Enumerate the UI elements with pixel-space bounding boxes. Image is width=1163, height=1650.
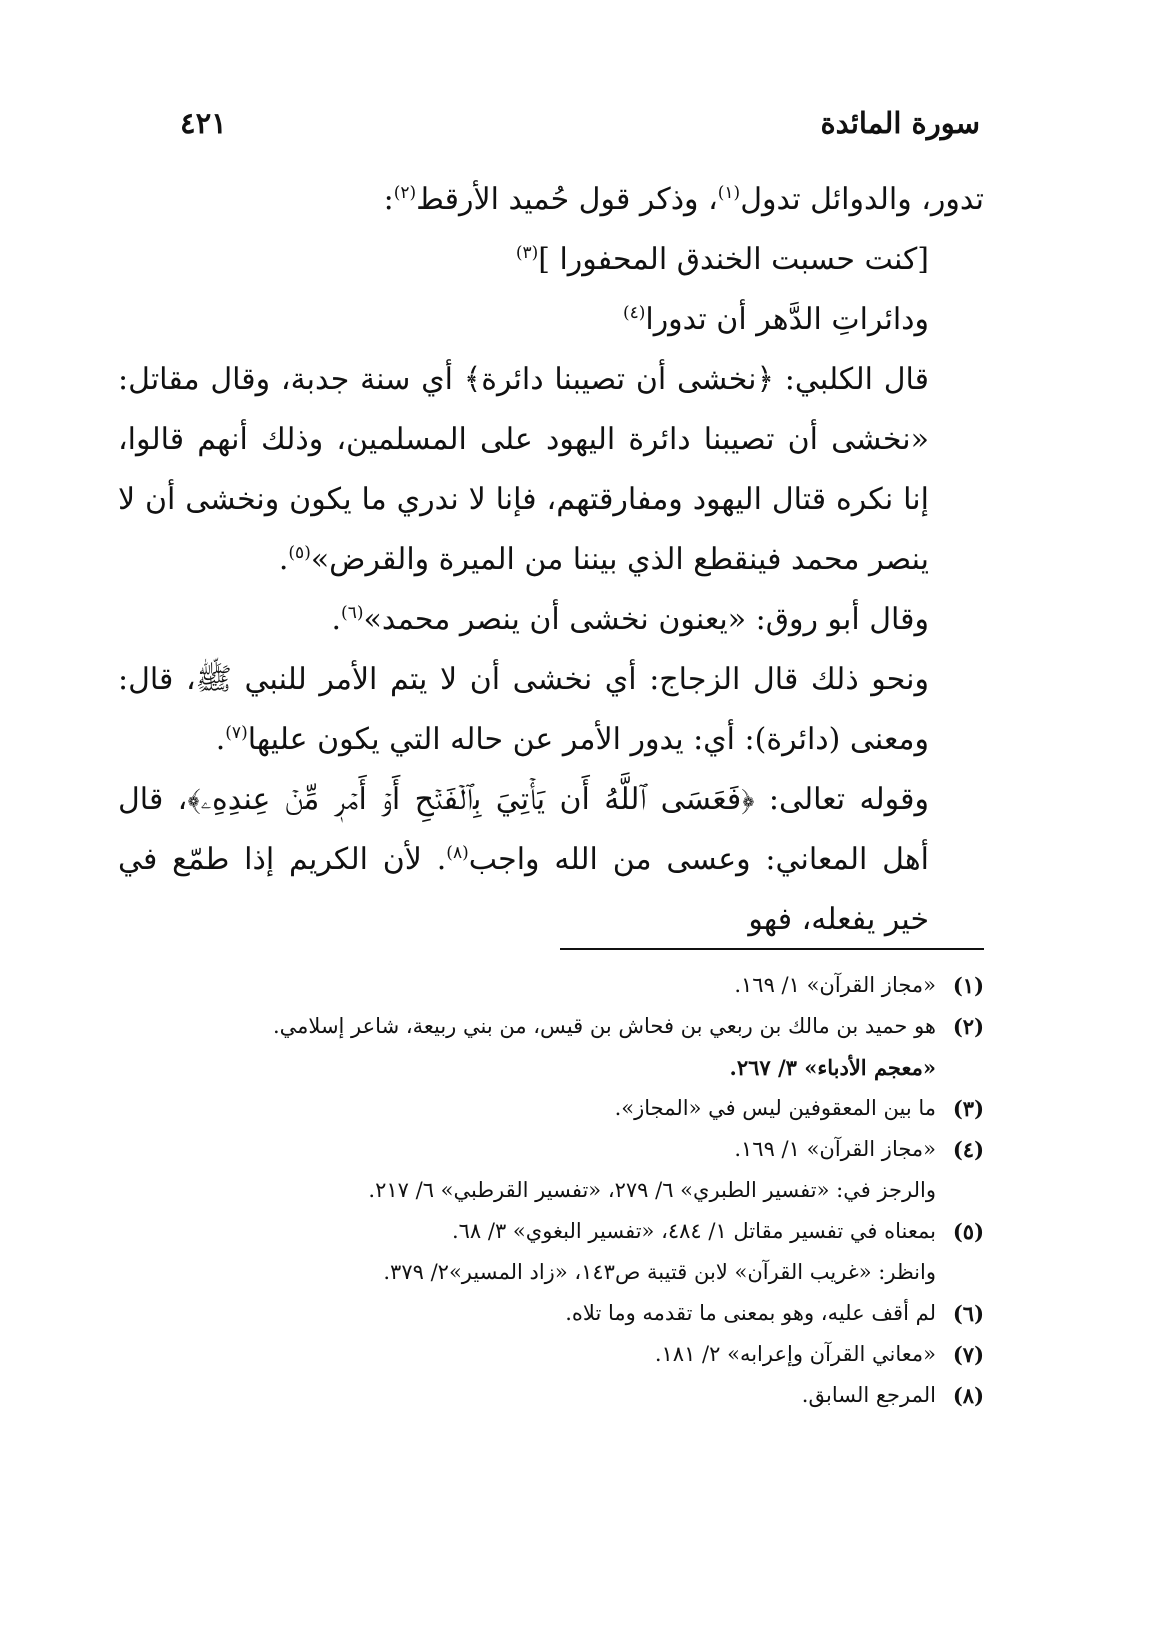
verse-text: ودائراتِ الدَّهر أن تدورا [645, 302, 929, 337]
paragraph-text: وقال أبو روق: «يعنون نخشى أن ينصر محمد» [363, 602, 929, 637]
footnote-number: (١) [952, 973, 984, 998]
footnote-7 [110, 1334, 984, 1375]
footnote-ref-1[interactable]: (١) [717, 183, 741, 203]
paragraph-kalbi [118, 350, 984, 590]
footnote-ref-6[interactable]: (٦) [341, 603, 364, 623]
verse-text: [كنت حسبت الخندق المحفورا ] [538, 242, 929, 277]
footnote-2-continuation: «معجم الأدباء» ٣/ ٢٦٧. [729, 1055, 936, 1080]
footnote-6 [110, 1293, 984, 1334]
footnote-text: بمعناه في تفسير مقاتل ١/ ٤٨٤، «تفسير البغوي» ٣/ ٦٨. [451, 1219, 936, 1243]
text-segment: . [278, 542, 289, 577]
footnote-ref-4[interactable]: (٤) [622, 303, 646, 323]
footnote-4 [110, 1129, 984, 1170]
footnote-5 [110, 1211, 984, 1252]
footnote-number: (٢) [952, 1014, 984, 1039]
text-segment: ، وذكر قول حُميد الأرقط [416, 182, 718, 217]
paragraph-text: ونحو ذلك قال الزجاج: أي نخشى أن لا يتم الأمر للنبي ﷺ، قال: ومعنى (دائرة): أي: يدور الأمر عن حاله التي يكون عليها [118, 662, 929, 757]
footnote-number: (٨) [952, 1383, 984, 1408]
footnote-divider [560, 948, 984, 950]
footnote-text: هو حميد بن مالك بن ربعي بن فحاش بن قيس، من بني ربيعة، شاعر إسلامي. [272, 1014, 936, 1038]
paragraph-text: قال الكلبي: ﴿نخشى أن تصيبنا دائرة﴾ أي سنة جدبة، وقال مقاتل: «نخشى أن تصيبنا دائرة اليهود على المسلمين، وذلك أنهم قالوا، إنا نكره قتال اليهود ومفارقتهم، فإنا لا ندري ما يكون ونخشى أن لا ينصر محمد فينقطع الذي بيننا من الميرة والقرض» [118, 362, 929, 577]
page-header [180, 98, 980, 148]
paragraph-zajjaj [118, 650, 984, 770]
text-segment: . [215, 722, 226, 757]
footnote-ref-8[interactable]: (٨) [446, 843, 469, 863]
footnotes [110, 965, 984, 1416]
footnote-5-continuation: وانظر: «غريب القرآن» لابن قتيبة ص١٤٣، «زاد المسير»٢/ ٣٧٩. [383, 1260, 936, 1284]
footnote-4-continuation: والرجز في: «تفسير الطبري» ٦/ ٢٧٩، «تفسير القرطبي» ٦/ ٢١٧. [368, 1178, 936, 1202]
footnote-number: (٤) [952, 1137, 984, 1162]
footnote-8 [110, 1375, 984, 1416]
footnote-number: (٥) [952, 1219, 984, 1244]
footnote-ref-5[interactable]: (٥) [288, 543, 311, 563]
footnote-ref-2[interactable]: (٢) [393, 183, 417, 203]
footnote-ref-3[interactable]: (٣) [515, 243, 539, 263]
footnote-text: لم أقف عليه، وهو بمعنى ما تقدمه وما تلاه. [565, 1301, 936, 1325]
footnote-1 [110, 965, 984, 1006]
text-segment: . [331, 602, 342, 637]
surah-title: سورة المائدة [820, 106, 980, 140]
footnote-2 [110, 1006, 984, 1047]
footnote-text: «معاني القرآن وإعرابه» ٢/ ١٨١. [654, 1342, 936, 1366]
text-segment: تدور، والدوائل تدول [740, 182, 984, 217]
footnote-text: «مجاز القرآن» ١/ ١٦٩. [734, 973, 936, 997]
footnote-text: المرجع السابق. [801, 1383, 936, 1407]
footnote-number: (٣) [952, 1096, 984, 1121]
paragraph-verse-commentary [118, 770, 984, 950]
paragraph-text: وقوله تعالى: ﴿فَعَسَى ٱللَّهُ أَن يَأۡتِيَ بِٱلۡفَتۡحِ أَوۡ أَمۡرٖ مِّنۡ عِندِهِۦ﴾، قال أهل المعاني: وعسى من الله واجب [118, 782, 929, 877]
verse-line-1 [118, 230, 984, 290]
footnote-ref-7[interactable]: (٧) [225, 723, 248, 743]
footnote-text: «مجاز القرآن» ١/ ١٦٩. [734, 1137, 936, 1161]
main-text [118, 170, 984, 950]
paragraph-abu-rawq [118, 590, 984, 650]
verse-line-2 [118, 290, 984, 350]
paragraph-text: . لأن الكريم إذا طمّع في خير يفعله، فهو [118, 842, 929, 937]
page-number: ٤٢١ [180, 106, 227, 140]
text-segment: : [383, 182, 394, 217]
footnote-number: (٧) [952, 1342, 984, 1367]
text-line-1 [118, 170, 984, 230]
footnote-text: ما بين المعقوفين ليس في «المجاز». [614, 1096, 936, 1120]
footnote-number: (٦) [952, 1301, 984, 1326]
footnote-3 [110, 1088, 984, 1129]
